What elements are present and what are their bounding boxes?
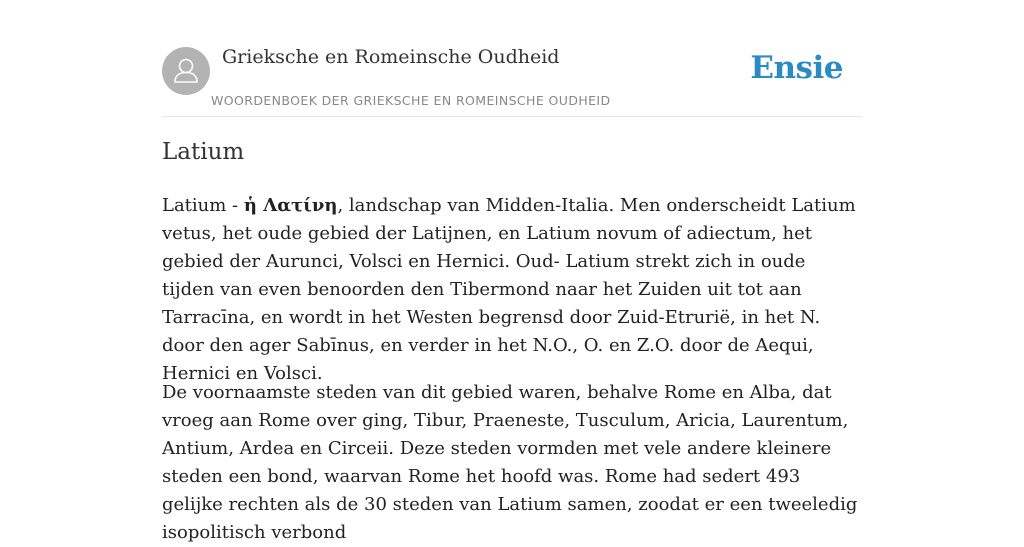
article-paragraph	[162, 192, 862, 388]
article-title: Latium	[162, 139, 245, 165]
user-silhouette-icon	[162, 47, 210, 95]
site-title[interactable]: Grieksche en Romeinsche Oudheid	[222, 46, 560, 68]
site-header	[162, 0, 862, 117]
article-paragraph: De voornaamste steden van dit gebied waren, behalve Rome en Alba, dat vroeg aan Rome over ging, Tibur, Praeneste, Tusculum, Aricia, Laurentum, Antium, Ardea en Circeii. Deze steden vormden met vele andere kleinere steden een bond, waarvan Rome het hoofd was. Rome had sedert 493 gelijke rechten als de 30 steden van Latium samen, zoodat er een tweeledig isopolitisch verbond	[162, 382, 858, 543]
greek-term: ἡ Λατίνη	[243, 195, 338, 216]
avatar[interactable]	[162, 47, 210, 95]
paragraph-text: , landschap van Midden-Italia. Men onderscheidt Latium vetus, het oude gebied der Latijnen, en Latium novum of adiectum, het gebied der Aurunci, Volsci en Hernici. Oud- Latium strekt zich in oude tijden van even benoorden den Tibermond naar het Zuiden uit tot aan Tarracīna, en wordt in het Westen begrensd door Zuid-Etrurië, in het N. door den ager Sabīnus, en verder in het N.O., O. en Z.O. door de Aequi, Hernici en Volsci.	[162, 195, 856, 384]
brand-logo[interactable]: Ensie	[750, 50, 843, 86]
site-subtitle: WOORDENBOEK DER GRIEKSCHE EN ROMEINSCHE OUDHEID	[211, 93, 611, 108]
page-container	[162, 0, 862, 543]
paragraph-intro: Latium -	[162, 195, 244, 216]
